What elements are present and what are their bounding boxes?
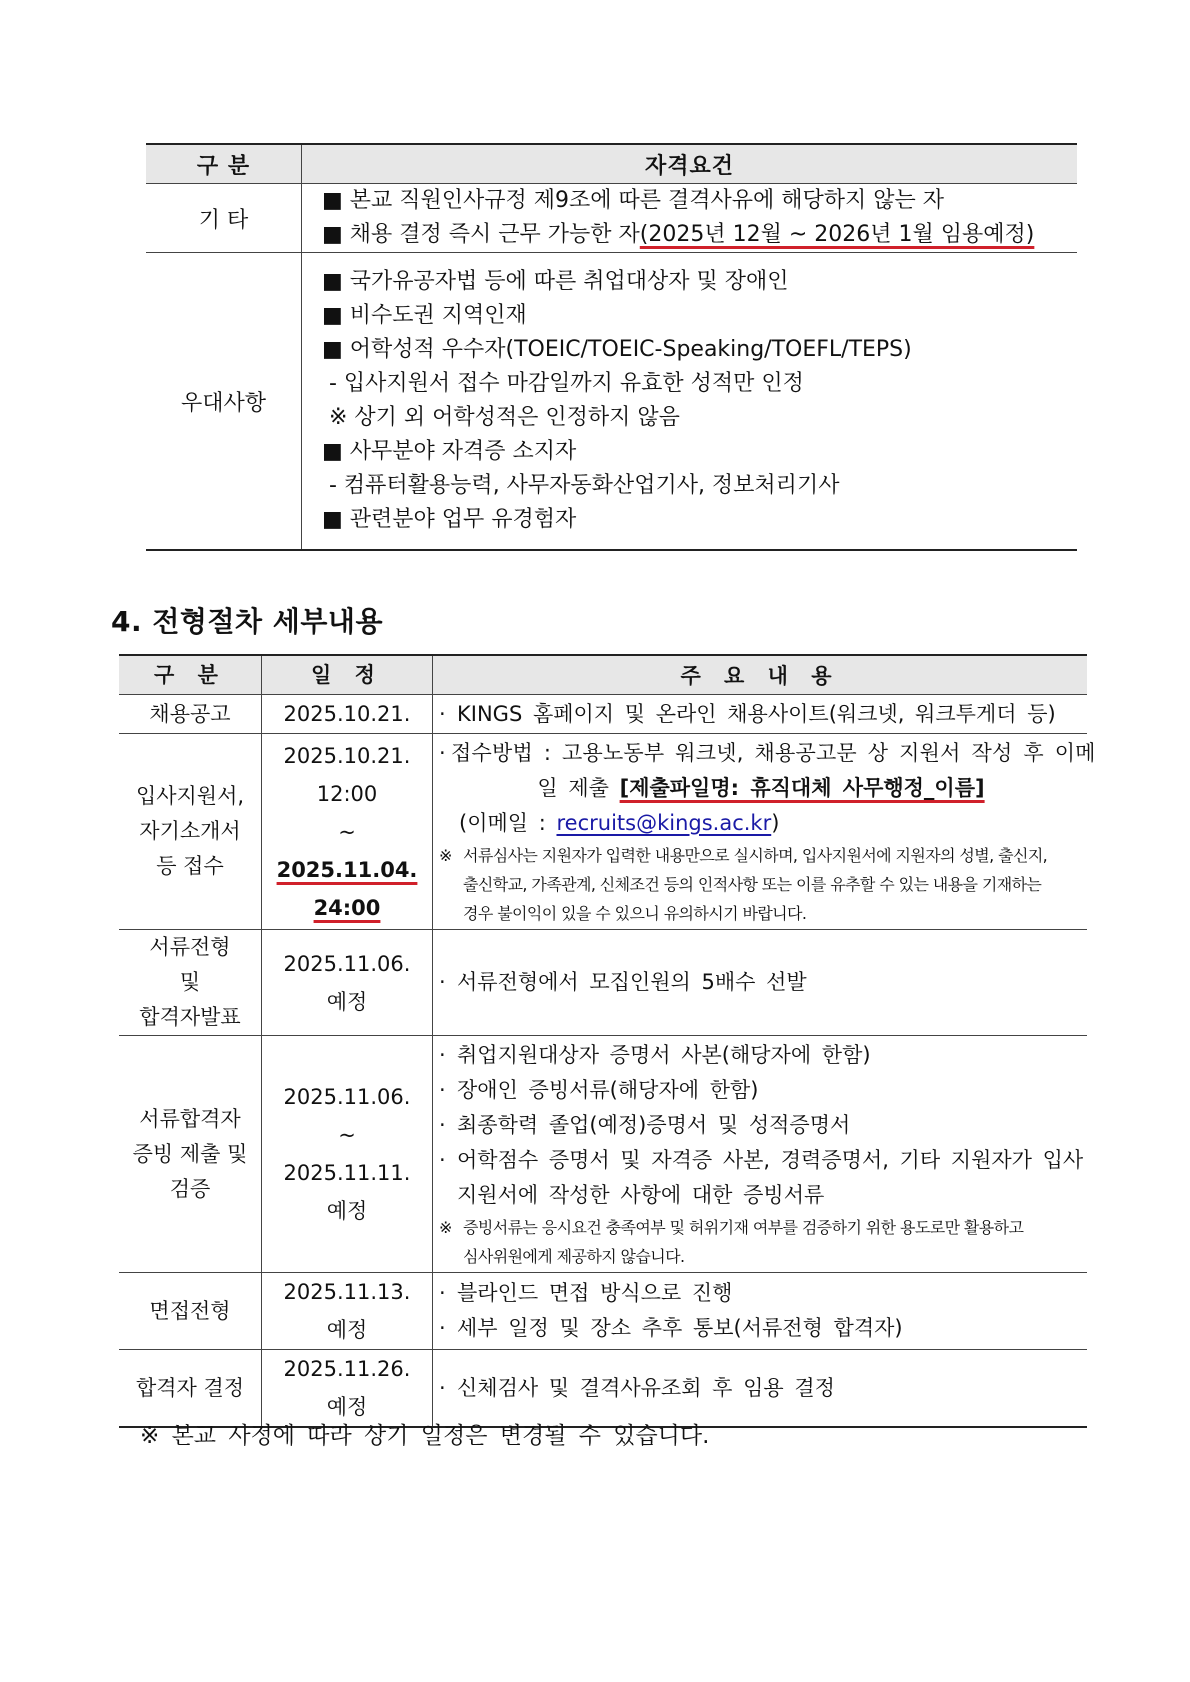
availability-text: ■ 채용 결정 즉시 근무 가능한 자 — [322, 222, 640, 247]
schedule-date-note: 예정 — [326, 989, 368, 1014]
email-line — [439, 806, 1083, 841]
content-item — [439, 697, 1083, 732]
stage-label-line: 증빙 제출 및 — [132, 1141, 248, 1166]
stage-label-line: 자기소개서 — [139, 819, 241, 843]
content-text: 최종학력 졸업(예정)증명서 및 성적증명서 — [457, 1112, 851, 1137]
content-text: 일 제출 — [537, 775, 620, 800]
bullet-dot: · — [439, 1077, 446, 1102]
note-line: 심사위원에게 제공하지 않습니다. — [463, 1246, 685, 1266]
procedure-header-row — [119, 655, 1087, 695]
schedule-range — [262, 1036, 433, 1273]
schedule-date-note: 예정 — [326, 1199, 368, 1223]
email-prefix: (이메일 : — [459, 810, 557, 835]
stage-label-line: 입사지원서, — [135, 784, 245, 808]
note-line — [439, 841, 1083, 870]
stage-label-line: 등 접수 — [156, 854, 224, 878]
preference-list — [302, 253, 1078, 551]
stage-announcement: 채용공고 — [119, 695, 262, 734]
row-other — [146, 184, 1077, 253]
preference-item: ■ 어학성적 우수자(TOEIC/TOEIC-Speaking/TOEFL/TEPS) — [322, 337, 912, 362]
table-row — [119, 1350, 1087, 1428]
header-category: 구 분 — [146, 144, 302, 184]
row-label-other: 기 타 — [146, 184, 302, 253]
stage-interview: 면접전형 — [119, 1273, 262, 1350]
row-preference — [146, 253, 1077, 551]
schedule-date-value: 2025.11.26. — [283, 1357, 411, 1381]
header-content: 주 요 내 용 — [433, 655, 1088, 695]
content-item — [439, 1038, 1083, 1073]
schedule-tilde: ~ — [338, 1123, 356, 1147]
stage-content — [433, 695, 1088, 734]
schedule-date-end — [262, 851, 432, 889]
content-item — [439, 1073, 1083, 1108]
preference-subitem: - 입사지원서 접수 마감일까지 유효한 성적만 인정 — [322, 371, 804, 396]
preference-note: ※ 상기 외 어학성적은 인정하지 않음 — [322, 405, 680, 430]
note-mark: ※ — [439, 845, 452, 865]
table-row — [119, 734, 1087, 930]
header-category: 구 분 — [119, 655, 262, 695]
preference-item: ■ 관련분야 업무 유경험자 — [322, 507, 577, 532]
deadline-time: 24:00 — [313, 895, 381, 920]
submission-filename: [제출파일명: 휴직대체 사무행정_이름] — [619, 775, 985, 800]
schedule-date: 2025.10.21. — [262, 695, 433, 734]
bullet-dot: · — [439, 1375, 446, 1400]
requirement-availability — [322, 218, 1077, 252]
schedule-change-footnote: ※ 본교 사정에 따라 상기 일정은 변경될 수 있습니다. — [140, 1423, 710, 1449]
note-text: 증빙서류는 응시요건 충족여부 및 허위기재 여부를 검증하기 위한 용도로만 활용하고 — [463, 1217, 1024, 1237]
submission-method-line1 — [439, 736, 1096, 771]
schedule-tilde: ~ — [338, 819, 356, 844]
schedule-date-value: 2025.11.06. — [283, 951, 411, 976]
schedule-date-start: 2025.10.21. — [283, 743, 411, 768]
stage-content — [433, 734, 1096, 930]
table-row — [119, 1036, 1087, 1273]
header-requirements: 자격요건 — [302, 144, 1078, 184]
preference-item: ■ 국가유공자법 등에 따른 취업대상자 및 장애인 — [322, 269, 789, 294]
stage-label-line: 서류전형 — [149, 935, 231, 959]
content-text: 세부 일정 및 장소 추후 통보(서류전형 합격자) — [457, 1316, 903, 1340]
content-text: 접수방법 : 고용노동부 워크넷, 채용공고문 상 지원서 작성 후 이메 — [451, 740, 1096, 765]
bullet-dot: · — [439, 1112, 446, 1137]
deadline-date: 2025.11.04. — [276, 857, 418, 882]
schedule-date — [262, 1350, 433, 1428]
stage-label-line: 및 — [179, 970, 201, 994]
schedule-time-end — [262, 889, 432, 927]
content-text: 어학점수 증명서 및 자격증 사본, 경력증명서, 기타 지원자가 입사 — [457, 1147, 1084, 1172]
stage-document-screening — [119, 930, 262, 1036]
bullet-dot: · — [439, 740, 446, 765]
bullet-dot: · — [439, 1042, 446, 1067]
email-link[interactable]: recruits@kings.ac.kr — [556, 810, 772, 835]
preference-subitem: - 컴퓨터활용능력, 사무자동화산업기사, 정보처리기사 — [322, 473, 840, 498]
stage-label-line: 검증 — [169, 1176, 211, 1201]
qualifications-header-row — [146, 144, 1077, 184]
verification-note — [439, 1213, 1083, 1271]
content-item-continued: 지원서에 작성한 사항에 대한 증빙서류 — [457, 1182, 825, 1207]
schedule-date-value: 2025.11.13. — [283, 1280, 411, 1304]
preference-item: ■ 비수도권 지역인재 — [322, 303, 527, 328]
schedule-date-end: 2025.11.11. — [283, 1161, 411, 1185]
content-item — [439, 1311, 1083, 1346]
schedule-date — [262, 930, 433, 1036]
note-line: 경우 불이익이 있을 수 있으니 유의하시기 바랍니다. — [463, 903, 807, 923]
requirement-disqualification: ■ 본교 직원인사규정 제9조에 따른 결격사유에 해당하지 않는 자 — [322, 188, 945, 213]
header-schedule: 일 정 — [262, 655, 433, 695]
schedule-time-start: 12:00 — [316, 781, 378, 806]
stage-label-line: 서류합격자 — [139, 1106, 241, 1131]
email-suffix: ) — [771, 810, 780, 835]
qualifications-table — [146, 143, 1077, 551]
content-text: 블라인드 면접 방식으로 진행 — [457, 1281, 733, 1305]
stage-content — [433, 1350, 1088, 1428]
row-label-preference: 우대사항 — [146, 253, 302, 551]
table-row — [119, 930, 1087, 1036]
table-row — [119, 1273, 1087, 1350]
stage-content — [433, 1036, 1088, 1273]
other-requirements — [302, 184, 1078, 253]
content-text: 장애인 증빙서류(해당자에 한함) — [457, 1077, 759, 1102]
bullet-dot: · — [439, 701, 446, 726]
content-text: KINGS 홈페이지 및 온라인 채용사이트(워크넷, 워크투게더 등) — [457, 701, 1056, 726]
schedule-date — [262, 1273, 433, 1350]
bullet-dot: · — [439, 1281, 446, 1305]
screening-note — [439, 841, 1083, 928]
table-row — [119, 695, 1087, 734]
bullet-dot: · — [439, 970, 446, 994]
note-mark: ※ — [439, 1217, 452, 1237]
bullet-dot: · — [439, 1316, 446, 1340]
note-text: 서류심사는 지원자가 입력한 내용만으로 실시하며, 입사지원서에 지원자의 성별, 출신지, — [463, 845, 1048, 865]
preference-item: ■ 사무분야 자격증 소지자 — [322, 439, 577, 464]
submission-method-line2 — [439, 771, 1083, 806]
content-item — [439, 1108, 1083, 1143]
content-item — [439, 1371, 1083, 1406]
stage-application — [119, 734, 262, 930]
note-line: 출신학교, 가족관계, 신체조건 등의 인적사항 또는 이를 유추할 수 있는 내용을 기재하는 — [463, 874, 1042, 894]
bullet-dot: · — [439, 1147, 446, 1172]
stage-document-verification — [119, 1036, 262, 1273]
stage-final-decision: 합격자 결정 — [119, 1350, 262, 1428]
schedule-date-start: 2025.11.06. — [283, 1085, 411, 1109]
schedule-range — [262, 734, 433, 930]
stage-content — [433, 1273, 1088, 1350]
procedure-table — [119, 654, 1096, 1428]
content-text: 서류전형에서 모집인원의 5배수 선발 — [457, 970, 807, 994]
content-text: 취업지원대상자 증명서 사본(해당자에 한함) — [457, 1042, 871, 1067]
schedule-date-note: 예정 — [326, 1318, 368, 1342]
section-title: 4. 전형절차 세부내용 — [111, 605, 384, 638]
stage-content — [433, 930, 1088, 1036]
note-line — [439, 1213, 1083, 1242]
content-item — [439, 965, 1083, 1000]
content-text: 신체검사 및 결격사유조회 후 임용 결정 — [457, 1375, 835, 1400]
appointment-period-highlight: (2025년 12월 ~ 2026년 1월 임용예정) — [639, 222, 1035, 247]
content-item — [439, 1143, 1083, 1178]
schedule-date-note: 예정 — [326, 1395, 368, 1419]
content-item — [439, 1276, 1083, 1311]
stage-label-line: 합격자발표 — [139, 1005, 241, 1029]
